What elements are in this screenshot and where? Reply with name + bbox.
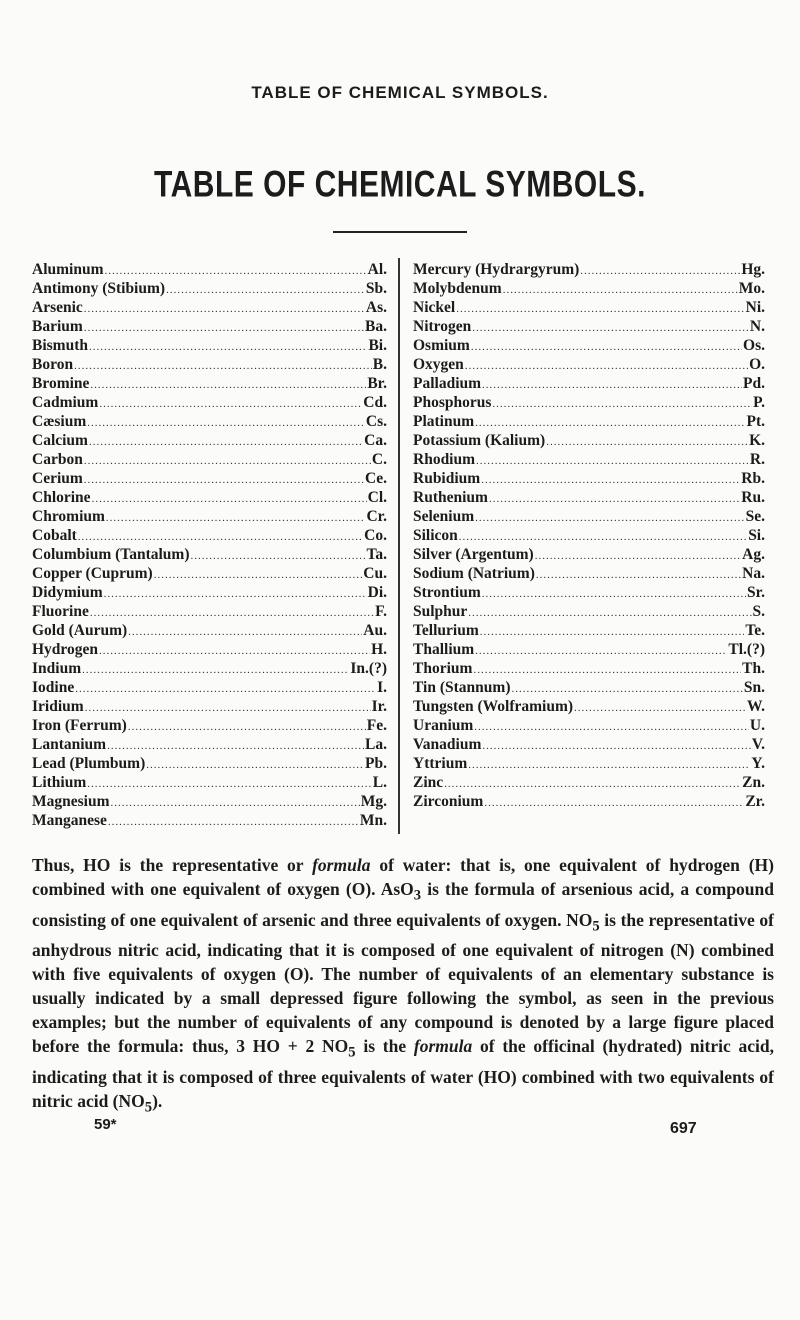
left-column [32,260,387,830]
dot-leader [472,319,749,336]
element-symbol: Co. [364,527,387,544]
element-row [413,469,765,488]
element-name: Osmium [413,337,470,354]
element-row [32,697,387,716]
element-name: Tellurium [413,622,479,639]
element-name: Rubidium [413,470,481,487]
element-row [32,279,387,298]
element-symbol: Pt. [746,413,765,430]
element-symbol: N. [749,318,765,335]
column-divider [398,258,400,834]
dot-leader [87,775,372,792]
dot-leader [74,357,372,374]
element-symbol: Fe. [366,717,387,734]
dot-leader [474,718,749,735]
element-symbol: Al. [367,261,387,278]
element-name: Bromine [32,375,90,392]
element-row [32,773,387,792]
dot-leader [468,756,750,773]
dot-leader [480,623,745,640]
element-row [32,640,387,659]
dot-leader [535,547,741,564]
element-name: Palladium [413,375,482,392]
element-row [32,507,387,526]
element-symbol: S. [752,603,765,620]
element-name: Zirconium [413,793,484,810]
element-row [413,564,765,583]
element-name: Boron [32,356,74,373]
element-row [32,659,387,678]
dot-leader [546,433,748,450]
element-name: Arsenic [32,299,83,316]
element-symbol: La. [365,736,387,753]
dot-leader [459,528,747,545]
element-name: Phosphorus [413,394,492,411]
element-name: Indium [32,660,82,677]
dot-leader [471,338,742,355]
element-row [413,735,765,754]
page-title: TABLE OF CHEMICAL SYMBOLS. [154,164,646,206]
element-symbol: U. [749,717,765,734]
dot-leader [476,452,749,469]
running-head: TABLE OF CHEMICAL SYMBOLS. [251,83,549,102]
dot-leader [128,623,362,640]
element-row [32,754,387,773]
element-symbol: Hg. [741,261,765,278]
element-symbol: P. [753,394,765,411]
element-row [32,412,387,431]
element-name: Zinc [413,774,444,791]
element-name: Gold (Aurum) [32,622,128,639]
element-name: Antimony (Stibium) [32,280,166,297]
element-symbol: Ca. [364,432,387,449]
element-symbol: Se. [745,508,765,525]
element-symbol: Sr. [747,584,765,601]
dot-leader [482,737,751,754]
element-symbol: Cr. [366,508,387,525]
element-row [413,545,765,564]
element-symbol: R. [749,451,765,468]
element-name: Columbium (Tantalum) [32,546,190,563]
element-row [413,355,765,374]
dot-leader [128,718,366,735]
element-row [413,336,765,355]
dot-leader [492,395,752,412]
element-row [413,431,765,450]
element-name: Platinum [413,413,475,430]
dot-leader [84,319,364,336]
element-symbol: Di. [367,584,387,601]
element-symbol: Na. [742,565,765,582]
element-row [32,374,387,393]
element-name: Lead (Plumbum) [32,755,146,772]
element-name: Silicon [413,527,458,544]
element-name: Barium [32,318,83,335]
element-row [413,678,765,697]
element-row [32,792,387,811]
element-symbol: Ru. [741,489,765,506]
element-name: Calcium [32,432,88,449]
element-row [32,260,387,279]
dot-leader [468,604,751,621]
dot-leader [107,737,364,754]
element-symbol: Si. [748,527,765,544]
element-symbol: Mn. [359,812,387,829]
element-row [413,374,765,393]
element-symbol: V. [751,736,765,753]
dot-leader [465,357,748,374]
dot-leader [82,661,349,678]
element-symbol: Rb. [741,470,765,487]
element-symbol: Zn. [742,774,765,791]
element-name: Mercury (Hydrargyrum) [413,261,580,278]
element-row [413,697,765,716]
dot-leader [146,756,364,773]
element-row [413,488,765,507]
element-row [413,393,765,412]
element-row [32,583,387,602]
body-paragraph: Thus, HO is the representative or formula of water: that is, one equivalent of hydrogen (H) combined with one equivalent of oxygen (O). AsO$_3$ is the formula of arsenious acid, a compound consisting of one equivalent of arsenic and three equivalents of oxygen. $NO_5$ is the representative of anhydrous nitric acid, indicating that it is composed of one equivalent of nitrogen (N) combined with five equivalents of oxygen (O). The number of equivalents of an elementary substance is usually indicated by a small depressed figure following the symbol, as seen in the previous examples; but the number of equivalents of any compound is denoted by a large figure placed before the formula: thus, 3 HO + 2 $NO_5$ is the formula of the officinal (hydrated) nitric acid, indicating that it is composed of three equivalents of water (HO) combined with two equivalents of nitric acid $(NO_5)$. [32,855,774,1115]
element-symbol: Os. [743,337,765,354]
element-symbol: Sb. [365,280,387,297]
element-symbol: Ta. [366,546,387,563]
element-row [32,545,387,564]
element-symbol: Mo. [738,280,765,297]
element-row [32,298,387,317]
element-name: Cæsium [32,413,87,430]
dot-leader [536,566,741,583]
dot-leader [154,566,363,583]
element-row [413,754,765,773]
element-name: Lithium [32,774,87,791]
element-symbol: Ag. [742,546,765,563]
dot-leader [90,604,374,621]
element-name: Manganese [32,812,107,829]
element-row [413,260,765,279]
dot-leader [190,547,365,564]
dot-leader [475,414,745,431]
element-row [32,621,387,640]
element-row [413,621,765,640]
element-name: Tin (Stannum) [413,679,511,696]
element-name: Ruthenium [413,489,488,506]
element-row [32,431,387,450]
element-symbol: Cl. [367,489,387,506]
element-symbol: H. [371,641,387,658]
element-symbol: Ni. [745,299,765,316]
element-row [32,678,387,697]
element-symbol: W. [747,698,765,715]
dot-leader [87,414,365,431]
element-symbol: Br. [367,375,387,392]
element-row [413,507,765,526]
element-symbol: Bi. [368,337,387,354]
element-name: Rhodium [413,451,476,468]
element-symbol: Mg. [360,793,387,810]
element-symbol: Ce. [365,470,387,487]
dot-leader [106,509,366,526]
element-row [413,792,765,811]
dot-leader [475,642,727,659]
dot-leader [89,433,363,450]
element-symbol: K. [749,432,765,449]
element-symbol: O. [749,356,765,373]
dot-leader [84,300,365,317]
element-row [32,488,387,507]
element-row [413,773,765,792]
dot-leader [482,585,746,602]
dot-leader [75,680,376,697]
dot-leader [481,471,740,488]
element-symbol: Ir. [371,698,387,715]
element-symbol: Tl.(?) [728,641,765,658]
dot-leader [90,376,366,393]
dot-leader [574,699,746,716]
element-name: Iron (Ferrum) [32,717,127,734]
element-row [32,355,387,374]
element-symbol: L. [372,774,387,791]
element-symbol: In.(?) [350,660,387,677]
element-name: Strontium [413,584,481,601]
element-name: Aluminum [32,261,104,278]
element-name: Uranium [413,717,474,734]
title-rule [333,231,467,233]
element-symbol: B. [372,356,387,373]
element-row [32,602,387,621]
dot-leader [482,376,742,393]
element-row [413,659,765,678]
element-symbol: I. [377,679,387,696]
element-name: Fluorine [32,603,89,620]
dot-leader [78,528,363,545]
element-symbol: Y. [751,755,765,772]
element-symbol: Cd. [363,394,387,411]
element-name: Sulphur [413,603,468,620]
element-row [413,298,765,317]
element-name: Selenium [413,508,475,525]
element-row [32,469,387,488]
element-name: Cobalt [32,527,77,544]
element-name: Hydrogen [32,641,99,658]
element-row [413,412,765,431]
dot-leader [85,699,371,716]
element-symbol: Te. [745,622,765,639]
element-name: Bismuth [32,337,88,354]
element-symbol: As. [365,299,387,316]
element-row [413,602,765,621]
element-row [413,716,765,735]
element-name: Copper (Cuprum) [32,565,153,582]
element-symbol: Au. [363,622,387,639]
signature-mark: 59* [94,1116,117,1133]
element-row [32,716,387,735]
element-row [32,336,387,355]
element-symbol: Pb. [365,755,387,772]
dot-leader [166,281,365,298]
element-name: Iridium [32,698,84,715]
element-symbol: Sn. [743,679,765,696]
element-row [32,564,387,583]
dot-leader [456,300,744,317]
element-row [413,317,765,336]
element-name: Carbon [32,451,83,468]
element-symbol: Zr. [745,793,765,810]
element-symbol: Th. [742,660,765,677]
element-row [32,735,387,754]
dot-leader [108,813,359,830]
dot-leader [89,338,367,355]
element-row [413,526,765,545]
dot-leader [84,471,364,488]
element-name: Cadmium [32,394,99,411]
dot-leader [484,794,744,811]
element-symbol: Cs. [365,413,387,430]
dot-leader [111,794,360,811]
element-row [413,450,765,469]
element-name: Potassium (Kalium) [413,432,546,449]
right-column [413,260,765,811]
element-row [32,450,387,469]
dot-leader [580,262,740,279]
page-number: 697 [670,1120,697,1137]
dot-leader [84,452,371,469]
element-row [32,811,387,830]
element-row [413,279,765,298]
element-symbol: F. [375,603,387,620]
element-name: Lantanium [32,736,107,753]
element-name: Nitrogen [413,318,472,335]
element-name: Didymium [32,584,103,601]
element-symbol: Ba. [365,318,387,335]
element-name: Molybdenum [413,280,502,297]
element-symbol: Pd. [743,375,765,392]
element-name: Sodium (Natrium) [413,565,535,582]
element-row [32,526,387,545]
element-name: Yttrium [413,755,468,772]
dot-leader [99,642,370,659]
element-symbol: C. [371,451,387,468]
element-name: Nickel [413,299,456,316]
element-name: Cerium [32,470,83,487]
element-row [413,640,765,659]
dot-leader [512,680,743,697]
dot-leader [99,395,362,412]
dot-leader [105,262,367,279]
dot-leader [104,585,367,602]
element-name: Chlorine [32,489,91,506]
element-row [413,583,765,602]
dot-leader [92,490,367,507]
element-name: Silver (Argentum) [413,546,534,563]
dot-leader [444,775,741,792]
element-name: Vanadium [413,736,482,753]
dot-leader [475,509,744,526]
element-name: Oxygen [413,356,464,373]
dot-leader [503,281,738,298]
element-row [32,393,387,412]
element-name: Magnesium [32,793,110,810]
dot-leader [489,490,740,507]
element-name: Iodine [32,679,75,696]
element-name: Tungsten (Wolframium) [413,698,574,715]
dot-leader [473,661,741,678]
element-symbol: Cu. [363,565,387,582]
element-name: Thorium [413,660,473,677]
element-row [32,317,387,336]
element-name: Thallium [413,641,475,658]
element-name: Chromium [32,508,105,525]
